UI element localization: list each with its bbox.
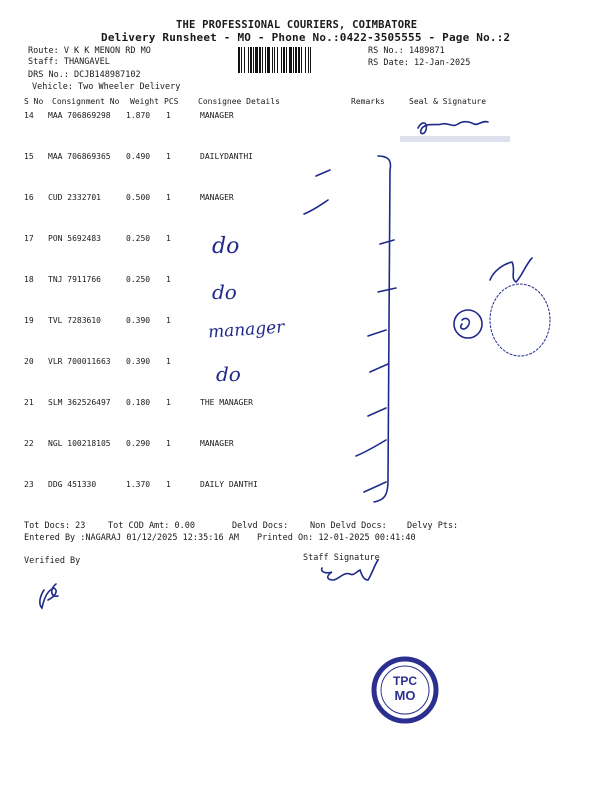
col-remarks: Remarks bbox=[351, 97, 385, 106]
handwritten-note: manager bbox=[207, 317, 286, 343]
row-sno: 19 bbox=[24, 316, 34, 325]
entered-by: Entered By :NAGARAJ 01/12/2025 12:35:16 AM bbox=[24, 533, 239, 543]
row-consignment: SLM 362526497 bbox=[48, 398, 111, 407]
tpc-stamp bbox=[370, 655, 440, 725]
row-sno: 16 bbox=[24, 193, 34, 202]
handwritten-note: do bbox=[216, 362, 241, 386]
row-consignment: MAA 706869298 bbox=[48, 111, 111, 120]
col-consignee: Consignee Details bbox=[198, 97, 280, 106]
row-consignee: MANAGER bbox=[200, 439, 234, 448]
row-consignment: CUD 2332701 bbox=[48, 193, 101, 202]
seal-mark bbox=[461, 318, 470, 329]
row-weight: 0.250 bbox=[126, 234, 151, 243]
row-weight: 0.500 bbox=[126, 193, 151, 202]
row-pcs: 1 bbox=[166, 152, 171, 161]
row-sno: 23 bbox=[24, 480, 34, 489]
row-consignee: MANAGER bbox=[200, 193, 234, 202]
row-pcs: 1 bbox=[166, 275, 171, 284]
row-consignment: TVL 7283610 bbox=[48, 316, 101, 325]
drs-number: DRS No.: DCJB148987102 bbox=[28, 70, 141, 80]
row-weight: 0.490 bbox=[126, 152, 151, 161]
rs-number: RS No.: 1489871 bbox=[368, 46, 445, 56]
row-weight: 0.250 bbox=[126, 275, 151, 284]
tick-mark bbox=[364, 482, 386, 492]
row-sno: 22 bbox=[24, 439, 34, 448]
col-sno: S No bbox=[24, 97, 44, 106]
row-pcs: 1 bbox=[166, 480, 171, 489]
total-docs: Tot Docs: 23 bbox=[24, 521, 86, 531]
delivered-docs: Delvd Docs: bbox=[232, 521, 289, 531]
row-weight: 0.180 bbox=[126, 398, 151, 407]
row-pcs: 1 bbox=[166, 111, 171, 120]
row-sno: 15 bbox=[24, 152, 34, 161]
row-pcs: 1 bbox=[166, 193, 171, 202]
row-pcs: 1 bbox=[166, 357, 171, 366]
runsheet-subtitle: Delivery Runsheet - MO - Phone No.:0422-3505555 - Page No.:2 bbox=[101, 31, 511, 44]
tick-mark bbox=[368, 330, 386, 336]
tick-mark bbox=[356, 440, 386, 456]
delivery-signature bbox=[418, 122, 488, 134]
row-weight: 1.870 bbox=[126, 111, 151, 120]
row-consignment: DDG 451330 bbox=[48, 480, 97, 489]
handwritten-note: do bbox=[212, 234, 240, 259]
row-consignment: MAA 706869365 bbox=[48, 152, 111, 161]
bracket-line bbox=[374, 156, 391, 502]
row-pcs: 1 bbox=[166, 316, 171, 325]
col-consignment: Consignment No bbox=[52, 97, 120, 106]
delivery-points: Delvy Pts: bbox=[407, 521, 459, 531]
row-consignee: MANAGER bbox=[200, 111, 234, 120]
stamp-line1: TPC bbox=[393, 674, 417, 688]
printed-on: Printed On: 12-01-2025 00:41:40 bbox=[257, 533, 416, 543]
row-pcs: 1 bbox=[166, 439, 171, 448]
seal-mark bbox=[490, 258, 532, 282]
col-pcs: PCS bbox=[164, 97, 179, 106]
non-delivered-docs: Non Delvd Docs: bbox=[310, 521, 387, 531]
row-sno: 14 bbox=[24, 111, 34, 120]
verified-initials bbox=[40, 584, 58, 608]
tick-mark bbox=[304, 200, 328, 214]
col-seal-signature: Seal & Signature bbox=[409, 97, 487, 106]
seal-mark bbox=[454, 310, 482, 338]
tick-mark bbox=[380, 240, 394, 244]
row-weight: 1.370 bbox=[126, 480, 151, 489]
vehicle-label: Vehicle: Two Wheeler Delivery bbox=[32, 82, 181, 92]
tick-mark bbox=[370, 364, 388, 372]
seal-mark bbox=[490, 284, 550, 356]
row-weight: 0.390 bbox=[126, 357, 151, 366]
row-sno: 20 bbox=[24, 357, 34, 366]
row-pcs: 1 bbox=[166, 234, 171, 243]
col-weight: Weight bbox=[130, 97, 159, 106]
tick-mark bbox=[368, 408, 386, 416]
row-consignee: DAILYDANTHI bbox=[200, 152, 253, 161]
tick-mark bbox=[316, 170, 330, 176]
tick-mark bbox=[378, 288, 396, 292]
row-consignment: PON 5692483 bbox=[48, 234, 101, 243]
row-consignee: THE MANAGER bbox=[200, 398, 253, 407]
row-pcs: 1 bbox=[166, 398, 171, 407]
total-cod: Tot COD Amt: 0.00 bbox=[108, 521, 195, 531]
row-weight: 0.390 bbox=[126, 316, 151, 325]
row-sno: 21 bbox=[24, 398, 34, 407]
row-sno: 18 bbox=[24, 275, 34, 284]
stamp-line2: MO bbox=[394, 688, 416, 703]
staff-label: Staff: THANGAVEL bbox=[28, 57, 110, 67]
row-consignment: VLR 700011663 bbox=[48, 357, 111, 366]
rs-date: RS Date: 12-Jan-2025 bbox=[368, 58, 471, 68]
staff-signature bbox=[322, 560, 378, 580]
verified-by-label: Verified By bbox=[24, 556, 81, 566]
row-consignment: NGL 100218105 bbox=[48, 439, 111, 448]
row-consignment: TNJ 7911766 bbox=[48, 275, 101, 284]
staff-signature-label: Staff Signature bbox=[303, 553, 380, 563]
handwritten-note: do bbox=[212, 280, 237, 304]
smudge bbox=[400, 136, 510, 142]
row-weight: 0.290 bbox=[126, 439, 151, 448]
row-consignee: DAILY DANTHI bbox=[200, 480, 258, 489]
row-sno: 17 bbox=[24, 234, 34, 243]
route-label: Route: V K K MENON RD MO bbox=[28, 46, 151, 56]
company-name: THE PROFESSIONAL COURIERS, COIMBATORE bbox=[176, 19, 418, 31]
